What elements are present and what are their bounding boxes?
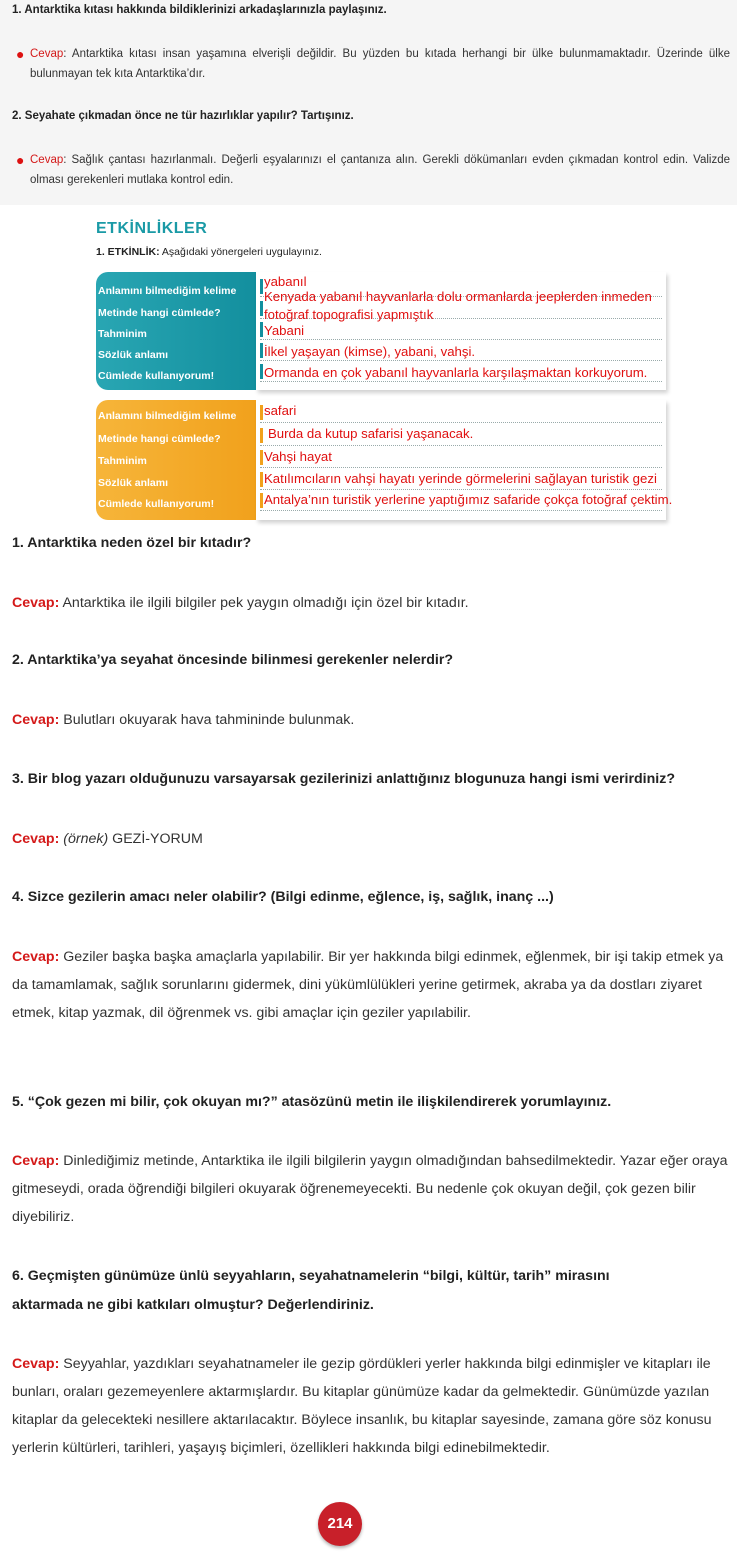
card2-sentence: Burda da kutup safarisi yaşanacak. <box>268 426 474 441</box>
card1-meaning: İlkel yaşayan (kimse), yabani, vahşi. <box>264 344 476 359</box>
question-6: 6. Geçmişten günümüze ünlü seyyahların, seyahatnamelerin “bilgi, kültür, tarih” mirasını <box>12 1268 610 1284</box>
card2-word: safari <box>264 403 297 418</box>
activity-title: ETKİNLİKLER <box>96 220 208 237</box>
label-usage: Cümlede kullanıyorum! <box>98 370 215 382</box>
question-5: 5. “Çok gezen mi bilir, çok okuyan mı?” atasözünü metin ile ilişkilendirerek yorumlayınız. <box>12 1094 612 1110</box>
answer-2: Cevap: Bulutları okuyarak hava tahmininde bulunmak. <box>12 712 355 728</box>
top-section <box>0 0 737 205</box>
answer-2-top: ● Cevap: Sağlık çantası hazırlanmalı. Değerli eşyalarınızı el çantanıza alın. Gerekli dökümanları evden çıkmadan kontrol edin. Valizde olması gerekenleri mutlaka kontrol edin. <box>16 152 730 186</box>
card1-word: yabanıl <box>264 274 307 289</box>
card1-sentence-cont: fotoğraf topografisi yapmıştık <box>264 307 434 322</box>
label-dictionary: Sözlük anlamı <box>98 477 169 489</box>
answer-6: Cevap: Seyyahlar, yazdıkları seyahatnameler ile gezip gördükleri yerler hakkında bilgi edinmişler ve kitapları ile bunları, oraları gezemeyenlere aktarmışlardır. Bu kitaplar günümüze kadar da gelmektedir. Günümüzde yazılan kitaplar da gelecekteki nesillere aktarılacaktır. Böylece insanlık, bu kitaplar sayesinde, zamana göre söz konusu yerlerin kültürleri, tarihleri, yaşayış biçimleri, özellikleri hakkında bilgi edinebilmektedir. <box>12 1356 712 1456</box>
page-number-badge: 214 <box>318 1502 362 1546</box>
question-2-top: 2. Seyahate çıkmadan önce ne tür hazırlıklar yapılır? Tartışınız. <box>12 110 354 122</box>
answer-4: Cevap: Geziler başka başka amaçlarla yapılabilir. Bir yer hakkında bilgi edinmek, eğlenmek, bir işi takip etmek ya da tamamlamak, sağlık sorunlarını gidermek, dini yükümlülükleri yerine getirmek, akraba ya da dostları ziyaret etmek, kitap yazmak, dil öğrenmek vs. gibi amaçlar için geziler yapılabilir. <box>12 949 724 1021</box>
label-dictionary: Sözlük anlamı <box>98 349 169 361</box>
question-3: 3. Bir blog yazarı olduğunuzu varsayarsak gezilerinizi anlattığınız blogunuza hangi ismi verirdiniz? <box>12 771 675 787</box>
question-4: 4. Sizce gezilerin amacı neler olabilir? (Bilgi edinme, eğlence, iş, sağlık, inanç ...) <box>12 889 554 905</box>
card2-usage: Antalya’nın turistik yerlerine yaptığımız safaride çokça fotoğraf çektim. <box>264 492 673 507</box>
answer-5: Cevap: Dinlediğimiz metinde, Antarktika ile ilgili bilgilerin yaygın olmadığından bahsedilmektedir. Yazar eğer oraya gitmeseydi, orada öğrendiği bilgileri okuyarak öğrenemeyecekti. Bu nedenle çok okuyan değil, çok gezen bilir diyebiliriz. <box>12 1153 728 1225</box>
label-usage: Cümlede kullanıyorum! <box>98 498 215 510</box>
card2-meaning: Katılımcıların vahşi hayatı yerinde görmelerini sağlayan turistik gezi <box>264 471 657 486</box>
label-guess: Tahminim <box>98 455 147 467</box>
question-1: 1. Antarktika neden özel bir kıtadır? <box>12 535 252 551</box>
vocab-panel-teal <box>96 272 256 390</box>
label-in-sentence: Metinde hangi cümlede? <box>98 433 221 445</box>
answer-3: Cevap: (örnek) GEZİ-YORUM <box>12 831 203 847</box>
card1-sentence: Kenyada yabanıl hayvanlarla dolu ormanlarda jeeplerden inmeden <box>264 289 652 304</box>
bullet-icon: ● <box>16 46 25 62</box>
question-2: 2. Antarktika’ya seyahat öncesinde bilinmesi gerekenler nelerdir? <box>12 652 454 668</box>
label-guess: Tahminim <box>98 328 147 340</box>
card1-guess: Yabani <box>264 323 305 338</box>
bullet-icon: ● <box>16 152 25 168</box>
answer-1-top: ● Cevap: Antarktika kıtası insan yaşamına elverişli değildir. Bu yüzden bu kıtada herhangi bir ülke bulunmamaktadır. Üzerinde ülke bulunmayan tek kıta Antarktika’dır. <box>16 46 730 80</box>
label-in-sentence: Metinde hangi cümlede? <box>98 307 221 319</box>
activity-instruction: 1. ETKİNLİK: Aşağıdaki yönergeleri uygulayınız. <box>96 246 322 258</box>
question-1-top: 1. Antarktika kıtası hakkında bildiklerinizi arkadaşlarınızla paylaşınız. <box>12 4 387 16</box>
question-6-cont: aktarmada ne gibi katkıları olmuştur? Değerlendiriniz. <box>12 1297 374 1313</box>
card2-guess: Vahşi hayat <box>264 449 332 464</box>
vocab-panel-orange <box>96 400 256 520</box>
answer-1: Cevap: Antarktika ile ilgili bilgiler pek yaygın olmadığı için özel bir kıtadır. <box>12 595 469 611</box>
label-unknown-word: Anlamını bilmediğim kelime <box>98 285 237 297</box>
card1-usage: Ormanda en çok yabanıl hayvanlarla karşılaşmaktan korkuyorum. <box>264 365 648 380</box>
label-unknown-word: Anlamını bilmediğim kelime <box>98 410 237 422</box>
